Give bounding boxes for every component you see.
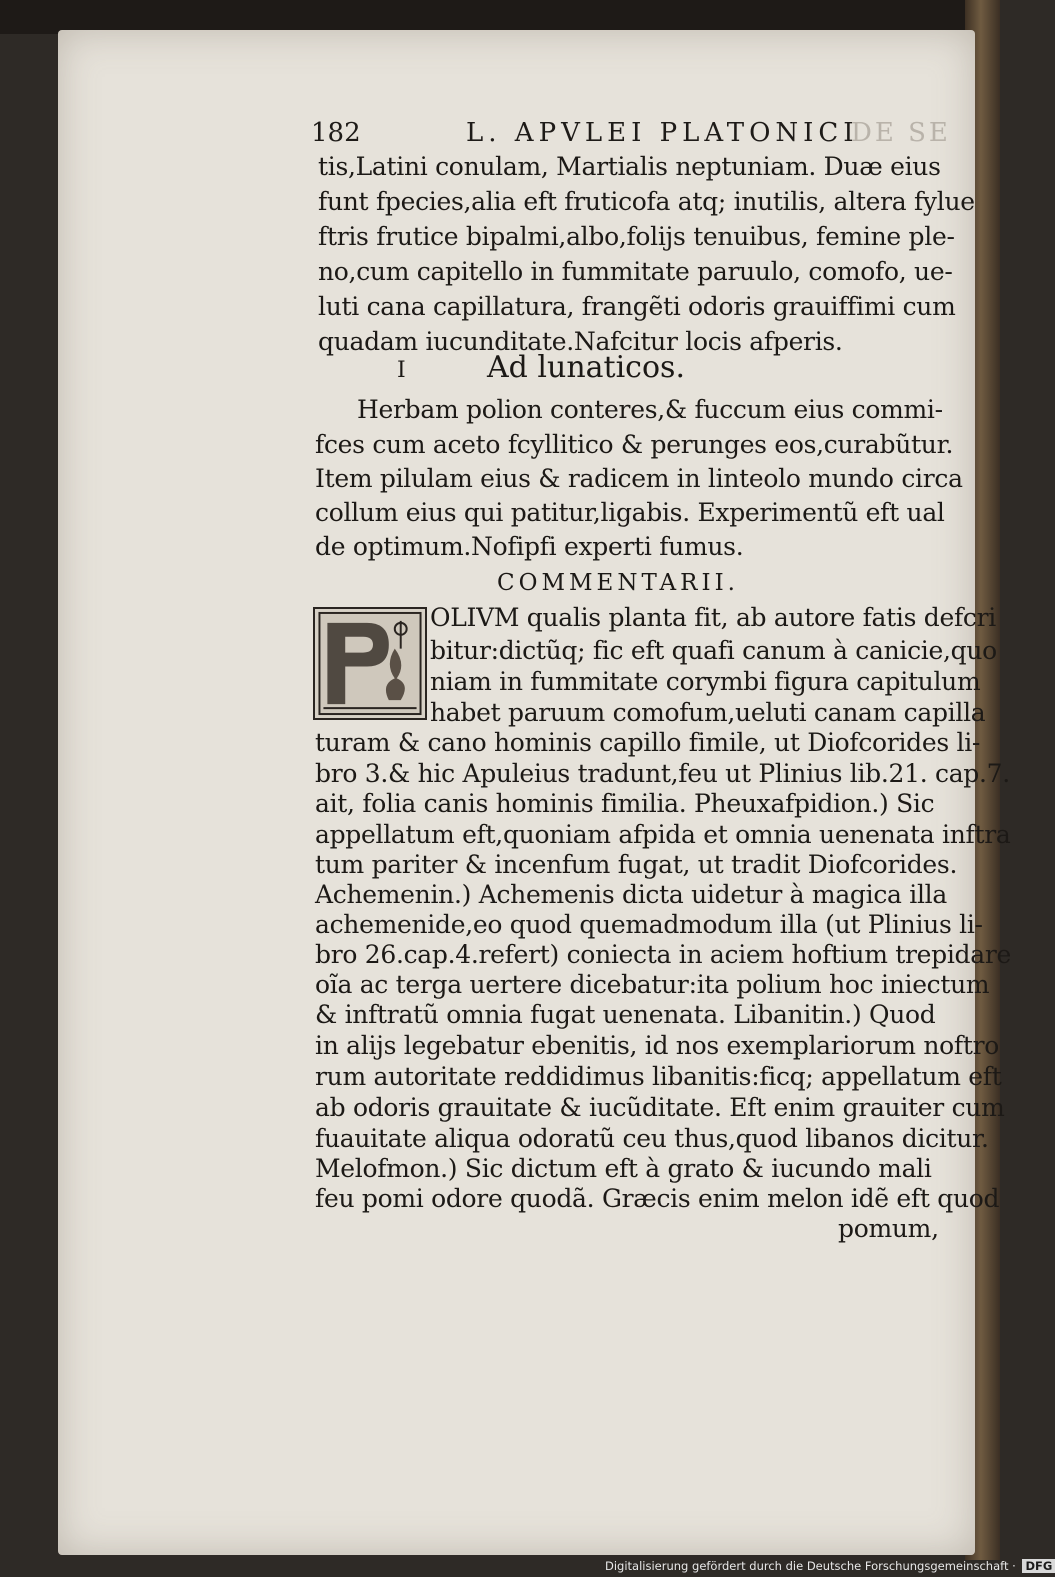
credit-text: Digitalisierung gefördert durch die Deutsche Forschungsgemeinschaft (605, 1559, 1009, 1573)
commentary-line: ait, folia canis hominis fimilia. Pheuxafpidion.) Sic (315, 789, 935, 818)
commentary-line: fuauitate aliqua odoratũ ceu thus,quod libanos dicitur. (315, 1124, 989, 1153)
subsection-title: Ad lunaticos. (487, 350, 685, 385)
remedy-line: de optimum.Nofipfi experti fumus. (315, 532, 744, 561)
commentary-line: niam in fummitate corymbi figura capitulum (430, 667, 981, 696)
commentary-line: OLIVM qualis planta fit, ab autore fatis defcri (430, 603, 996, 632)
body-line: funt fpecies,alia eft fruticofa atq; inutilis, altera fylue (318, 187, 975, 216)
decorated-initial-icon (315, 609, 425, 718)
commentary-line: turam & cano hominis capillo fimile, ut Diofcorides li- (315, 728, 981, 757)
commentary-line: Melofmon.) Sic dictum eft à grato & iucundo mali (315, 1154, 932, 1183)
bleed-through-text: DE SE (851, 118, 951, 148)
remedy-line: Item pilulam eius & radicem in linteolo mundo circa (315, 464, 963, 493)
commentary-line: in alijs legebatur ebenitis, id nos exemplariorum noftro (315, 1031, 999, 1060)
catchword: pomum, (838, 1214, 939, 1243)
commentary-line: bitur:dictũq; fic eft quafi canum à canicie,quo (430, 636, 997, 665)
page-header (311, 118, 951, 154)
body-line: ftris frutice bipalmi,albo,folijs tenuibus, femine ple- (318, 222, 955, 251)
body-line: luti cana capillatura, frangẽti odoris grauiffimi cum (318, 292, 956, 321)
commentary-line: achemenide,eo quod quemadmodum illa (ut Plinius li- (315, 910, 983, 939)
remedy-line: fces cum aceto fcyllitico & perunges eos,curabũtur. (315, 430, 954, 459)
commentary-line: oĩa ac terga uertere dicebatur:ita polium hoc iniectum (315, 970, 990, 999)
running-title: L. APVLEI PLATONICI (466, 118, 859, 148)
commentary-heading: COMMENTARII. (497, 570, 739, 596)
remedy-line: Herbam polion conteres,& fuccum eius commi- (357, 395, 943, 424)
body-line: tis,Latini conulam, Martialis neptuniam. Duæ eius (318, 152, 941, 181)
commentary-line: ab odoris grauitate & iucũditate. Eft enim grauiter cum (315, 1093, 1005, 1122)
commentary-line: bro 26.cap.4.refert) coniecta in aciem hoftium trepidare (315, 940, 1011, 969)
digitization-credit: Digitalisierung gefördert durch die Deutsche Forschungsgemeinschaft · DFG (605, 1556, 995, 1576)
commentary-line: tum pariter & incenfum fugat, ut tradit Diofcorides. (315, 850, 958, 879)
commentary-line: feu pomi odore quodã. Græcis enim melon idẽ eft quod (315, 1184, 1000, 1213)
folio-number: 182 (311, 118, 361, 148)
commentary-line: habet paruum comofum,ueluti canam capilla (430, 698, 986, 727)
commentary-line: appellatum eft,quoniam afpida et omnia uenenata inftra (315, 820, 1011, 849)
commentary-line: bro 3.& hic Apuleius tradunt,feu ut Plinius lib.21. cap.7. (315, 759, 1010, 788)
decorated-initial (313, 607, 427, 720)
commentary-line: Achemenin.) Achemenis dicta uidetur à magica illa (315, 880, 947, 909)
dfg-logo: DFG (1022, 1559, 1055, 1573)
body-line: no,cum capitello in fummitate paruulo, comofo, ue- (318, 257, 953, 286)
commentary-line: rum autoritate reddidimus libanitis:ficq; appellatum eft (315, 1062, 1002, 1091)
scan-top-edge (0, 0, 1000, 34)
subsection-number: I (397, 358, 406, 383)
commentary-line: & inftratũ omnia fugat uenenata. Libanitin.) Quod (315, 1000, 936, 1029)
body-line: quadam iucunditate.Nafcitur locis afperis. (318, 327, 843, 356)
remedy-line: collum eius qui patitur,ligabis. Experimentũ eft ual (315, 498, 945, 527)
